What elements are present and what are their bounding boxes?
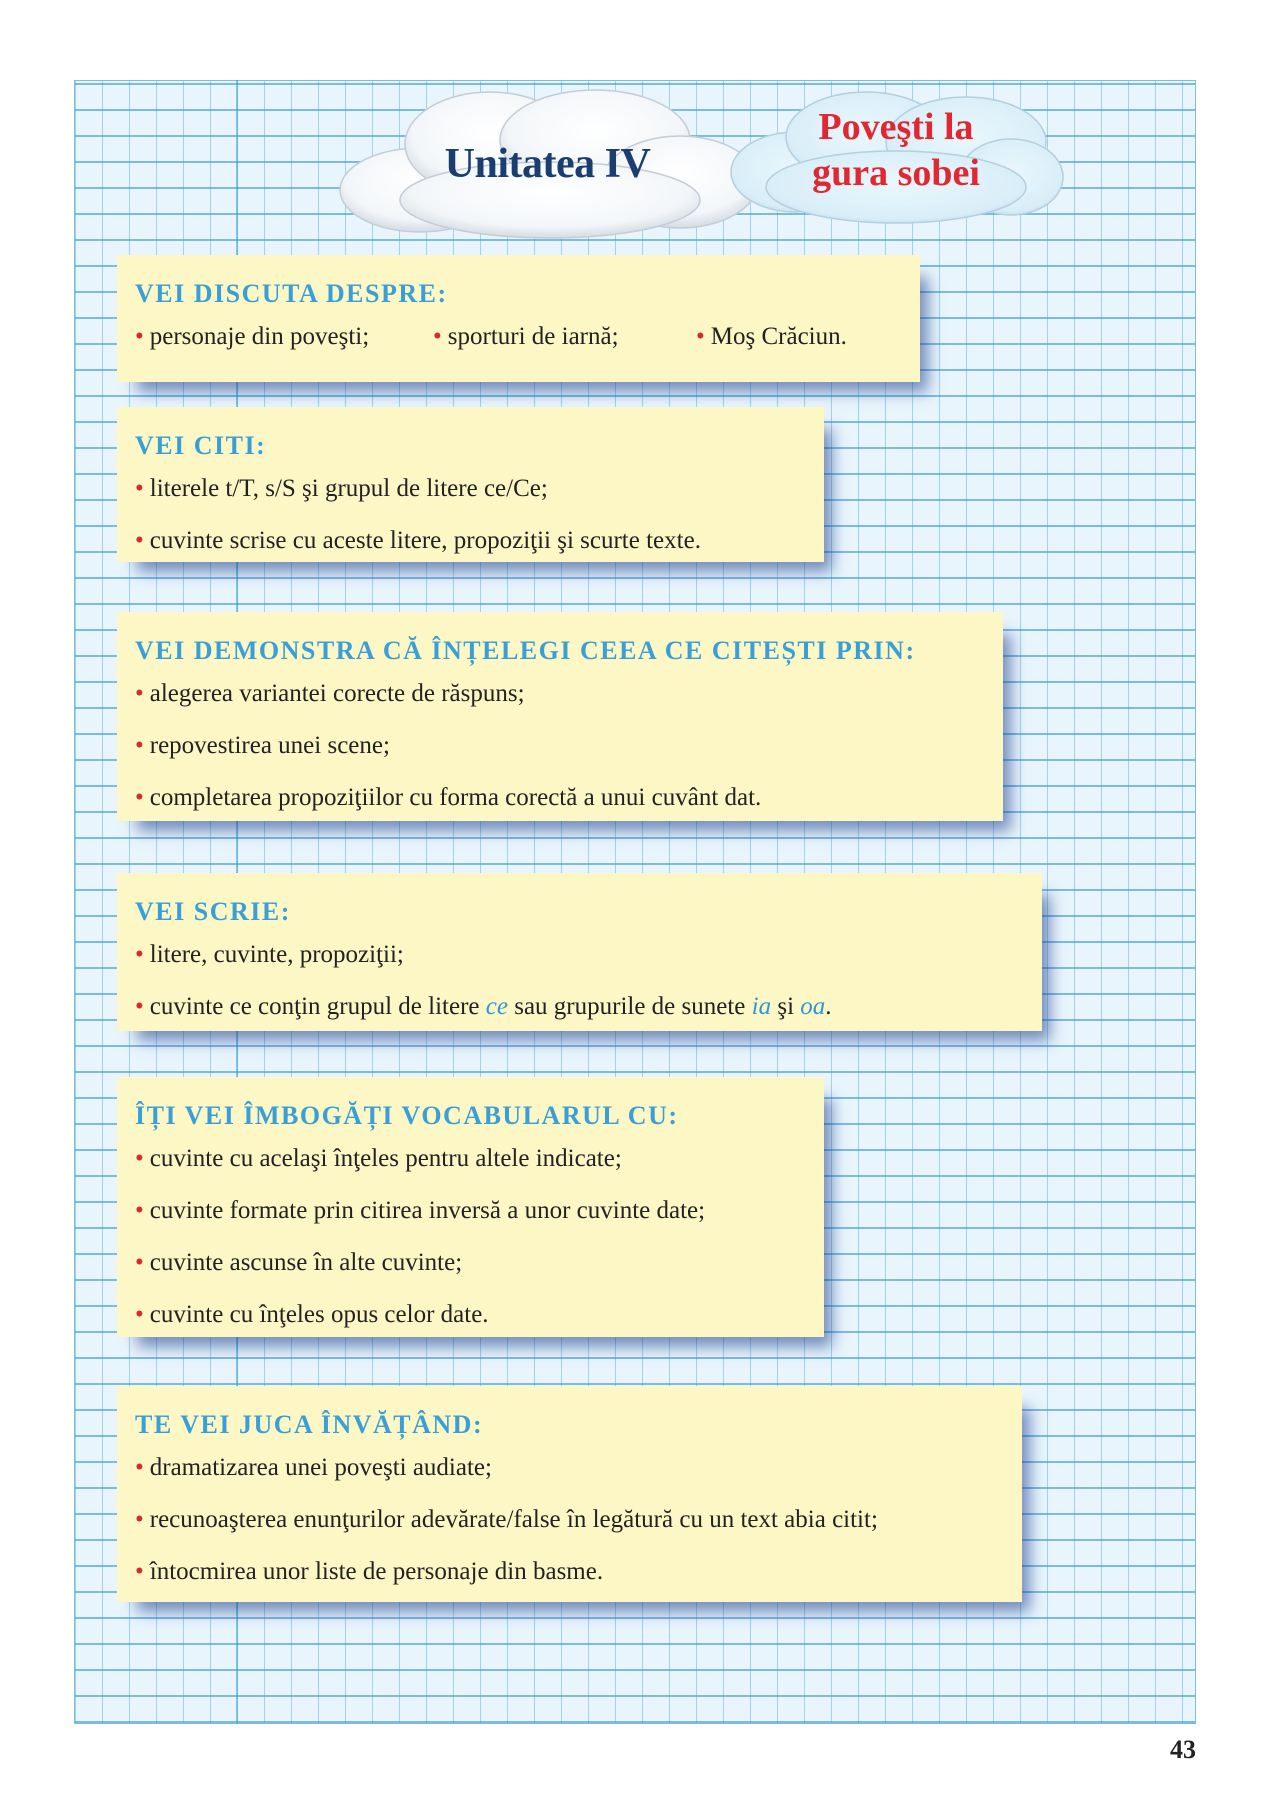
item-text: dramatizarea unei poveşti audiate; <box>149 1454 492 1481</box>
item-text: cuvinte scrise cu aceste litere, propoziţii şi scurte texte. <box>149 527 701 554</box>
list-item <box>696 311 847 363</box>
list-item <box>135 1494 1022 1546</box>
unit-subtitle <box>726 104 1066 196</box>
section-title: VEI DISCUTA DESPRE: <box>135 279 448 308</box>
section-title: TE VEI JUCA ÎNVĂȚÂND: <box>135 1410 484 1439</box>
bullet-icon: • <box>135 993 144 1020</box>
item-text: litere, cuvinte, propoziţii; <box>149 941 404 968</box>
item-text: cuvinte cu înţeles opus celor date. <box>149 1301 489 1328</box>
list-item <box>135 720 1003 772</box>
section-title: VEI DEMONSTRA CĂ ÎNȚELEGI CEEA CE CITEȘTI PRIN: <box>135 636 916 665</box>
list-item <box>135 981 1042 1033</box>
list-item <box>135 463 824 515</box>
section-demonstrate <box>117 612 1003 821</box>
bullet-icon: • <box>135 680 144 707</box>
bullet-icon: • <box>135 1454 144 1481</box>
list-item <box>135 772 1003 824</box>
inline-item-row <box>135 311 920 363</box>
bullet-icon: • <box>135 1145 144 1172</box>
section-discuss <box>117 255 920 382</box>
item-text: recunoaşterea enunţurilor adevărate/false în legătură cu un text abia citit; <box>149 1506 878 1533</box>
list-item <box>135 1237 824 1289</box>
bullet-icon: • <box>135 732 144 759</box>
list-item <box>135 1289 824 1341</box>
page-number: 43 <box>1170 1735 1196 1764</box>
bullet-icon: • <box>135 1558 144 1585</box>
bullet-icon: • <box>135 323 144 350</box>
item-text: . <box>825 993 832 1020</box>
section-vocabulary <box>117 1077 824 1337</box>
section-read <box>117 407 824 562</box>
bullet-icon: • <box>135 1249 144 1276</box>
item-text: şi <box>771 993 801 1020</box>
bullet-icon: • <box>135 784 144 811</box>
section-play-learning <box>117 1386 1022 1602</box>
list-item <box>135 1185 824 1237</box>
bullet-icon: • <box>135 1506 144 1533</box>
item-text: întocmirea unor liste de personaje din basme. <box>149 1558 604 1585</box>
item-text: cuvinte cu acelaşi înţeles pentru altele indicate; <box>149 1145 622 1172</box>
bullet-icon: • <box>135 475 144 502</box>
list-item <box>433 311 696 363</box>
item-text: sporturi de iarnă; <box>447 323 619 350</box>
section-write <box>117 873 1042 1031</box>
bullet-icon: • <box>433 323 442 350</box>
highlight-text: ia <box>751 993 772 1020</box>
bullet-icon: • <box>696 323 705 350</box>
item-text: literele t/T, s/S şi grupul de litere ce/Ce; <box>149 475 548 502</box>
highlight-text: oa <box>800 993 826 1020</box>
bullet-icon: • <box>135 1301 144 1328</box>
bullet-icon: • <box>135 1197 144 1224</box>
item-text: cuvinte ascunse în alte cuvinte; <box>149 1249 463 1276</box>
section-title: VEI SCRIE: <box>135 897 291 926</box>
item-text: repovestirea unei scene; <box>149 732 390 759</box>
subtitle-line-1: Poveşti la <box>818 106 974 148</box>
item-text: cuvinte ce conţin grupul de litere <box>149 993 486 1020</box>
item-text: completarea propoziţiilor cu forma corectă a unui cuvânt dat. <box>149 784 762 811</box>
list-item <box>135 668 1003 720</box>
list-item <box>135 1442 1022 1494</box>
section-title: VEI CITI: <box>135 431 267 460</box>
subtitle-line-2: gura sobei <box>812 152 980 194</box>
item-text: Moş Crăciun. <box>710 323 847 350</box>
list-item <box>135 929 1042 981</box>
list-item <box>135 1546 1022 1598</box>
item-text: personaje din poveşti; <box>149 323 370 350</box>
list-item <box>135 515 824 567</box>
item-text: sau grupurile de sunete <box>507 993 752 1020</box>
item-text: alegerea variantei corecte de răspuns; <box>149 680 525 707</box>
highlight-text: ce <box>485 993 508 1020</box>
bullet-icon: • <box>135 941 144 968</box>
item-text: cuvinte formate prin citirea inversă a unor cuvinte date; <box>149 1197 706 1224</box>
list-item <box>135 311 433 363</box>
unit-title: Unitatea IV <box>444 141 651 187</box>
section-title: ÎȚI VEI ÎMBOGĂȚI VOCABULARUL CU: <box>135 1101 679 1130</box>
list-item <box>135 1133 824 1185</box>
bullet-icon: • <box>135 527 144 554</box>
